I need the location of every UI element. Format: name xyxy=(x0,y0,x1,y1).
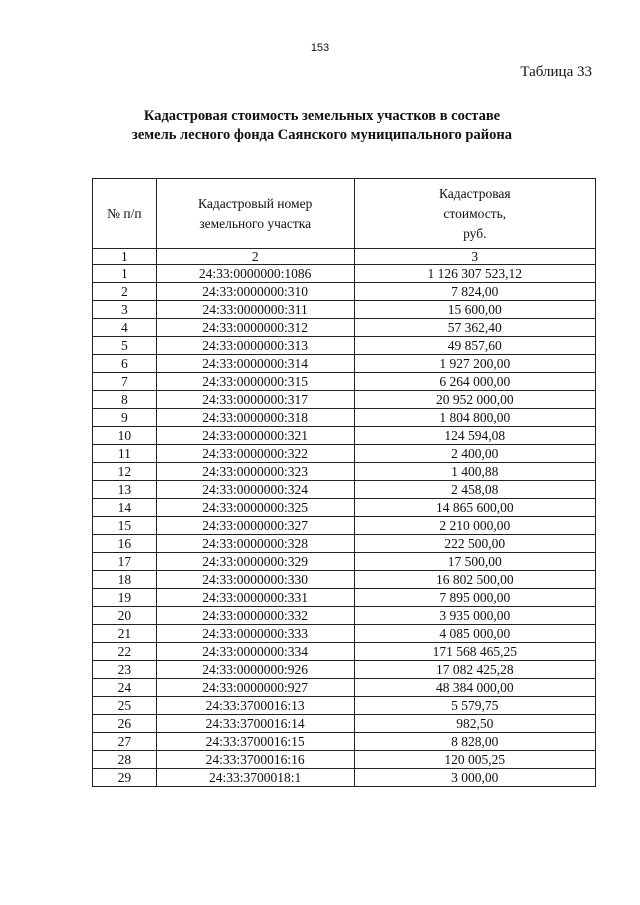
row-number: 26 xyxy=(93,715,157,733)
cadastral-number: 24:33:0000000:325 xyxy=(156,499,354,517)
column-number-row xyxy=(93,249,596,265)
table-row xyxy=(93,535,596,553)
cadastral-value: 982,50 xyxy=(354,715,595,733)
cadastral-value: 16 802 500,00 xyxy=(354,571,595,589)
table-row xyxy=(93,337,596,355)
row-number: 27 xyxy=(93,733,157,751)
table-row xyxy=(93,355,596,373)
row-number: 7 xyxy=(93,373,157,391)
row-number: 3 xyxy=(93,301,157,319)
table-row xyxy=(93,499,596,517)
row-number: 28 xyxy=(93,751,157,769)
cadastral-value: 15 600,00 xyxy=(354,301,595,319)
table-row xyxy=(93,427,596,445)
cadastral-number: 24:33:0000000:1086 xyxy=(156,265,354,283)
cadastral-number: 24:33:0000000:317 xyxy=(156,391,354,409)
cadastral-value: 2 210 000,00 xyxy=(354,517,595,535)
table-row xyxy=(93,679,596,697)
table-row xyxy=(93,571,596,589)
header-cadastral-value-line-3: руб. xyxy=(463,225,487,241)
table-label: Таблица 33 xyxy=(520,64,592,80)
cadastral-number: 24:33:0000000:327 xyxy=(156,517,354,535)
cadastral-value: 1 927 200,00 xyxy=(354,355,595,373)
cadastral-number: 24:33:0000000:926 xyxy=(156,661,354,679)
cadastral-value: 6 264 000,00 xyxy=(354,373,595,391)
cadastral-number: 24:33:0000000:324 xyxy=(156,481,354,499)
cadastral-table xyxy=(92,178,596,787)
cadastral-value: 4 085 000,00 xyxy=(354,625,595,643)
cadastral-value: 2 458,08 xyxy=(354,481,595,499)
row-number: 17 xyxy=(93,553,157,571)
row-number: 9 xyxy=(93,409,157,427)
cadastral-number: 24:33:0000000:927 xyxy=(156,679,354,697)
table-row xyxy=(93,661,596,679)
header-cadastral-number xyxy=(156,179,354,249)
table-row xyxy=(93,715,596,733)
header-cadastral-number-line-1: Кадастровый номер xyxy=(198,195,313,211)
cadastral-value: 17 082 425,28 xyxy=(354,661,595,679)
column-number: 3 xyxy=(354,249,595,265)
cadastral-value: 1 126 307 523,12 xyxy=(354,265,595,283)
row-number: 24 xyxy=(93,679,157,697)
table-row xyxy=(93,301,596,319)
cadastral-number: 24:33:3700016:13 xyxy=(156,697,354,715)
cadastral-number: 24:33:0000000:332 xyxy=(156,607,354,625)
header-cadastral-number-line-2: земельного участка xyxy=(199,215,312,231)
cadastral-value: 1 400,88 xyxy=(354,463,595,481)
cadastral-number: 24:33:3700016:16 xyxy=(156,751,354,769)
page-number: 153 xyxy=(310,42,330,54)
cadastral-value: 8 828,00 xyxy=(354,733,595,751)
cadastral-value: 7 824,00 xyxy=(354,283,595,301)
cadastral-value: 120 005,25 xyxy=(354,751,595,769)
cadastral-value: 20 952 000,00 xyxy=(354,391,595,409)
row-number: 12 xyxy=(93,463,157,481)
row-number: 11 xyxy=(93,445,157,463)
table-row xyxy=(93,265,596,283)
row-number: 2 xyxy=(93,283,157,301)
cadastral-number: 24:33:3700016:14 xyxy=(156,715,354,733)
header-cadastral-value-line-2: стоимость, xyxy=(443,205,507,221)
cadastral-number: 24:33:0000000:329 xyxy=(156,553,354,571)
row-number: 22 xyxy=(93,643,157,661)
cadastral-value: 2 400,00 xyxy=(354,445,595,463)
cadastral-value: 171 568 465,25 xyxy=(354,643,595,661)
column-number: 2 xyxy=(156,249,354,265)
table-row xyxy=(93,463,596,481)
title-line-1: Кадастровая стоимость земельных участков в составе xyxy=(143,108,501,124)
cadastral-value: 3 000,00 xyxy=(354,769,595,787)
table-row xyxy=(93,319,596,337)
row-number: 18 xyxy=(93,571,157,589)
table-row xyxy=(93,283,596,301)
table-row xyxy=(93,391,596,409)
cadastral-value: 48 384 000,00 xyxy=(354,679,595,697)
table-row xyxy=(93,625,596,643)
table-row xyxy=(93,751,596,769)
table-row xyxy=(93,733,596,751)
cadastral-value: 5 579,75 xyxy=(354,697,595,715)
cadastral-value: 14 865 600,00 xyxy=(354,499,595,517)
table-row xyxy=(93,481,596,499)
cadastral-number: 24:33:0000000:311 xyxy=(156,301,354,319)
table-row xyxy=(93,553,596,571)
cadastral-number: 24:33:0000000:328 xyxy=(156,535,354,553)
cadastral-number: 24:33:0000000:331 xyxy=(156,589,354,607)
cadastral-number: 24:33:0000000:315 xyxy=(156,373,354,391)
row-number: 23 xyxy=(93,661,157,679)
cadastral-number: 24:33:0000000:334 xyxy=(156,643,354,661)
column-number: 1 xyxy=(93,249,157,265)
cadastral-number: 24:33:0000000:310 xyxy=(156,283,354,301)
cadastral-number: 24:33:0000000:333 xyxy=(156,625,354,643)
cadastral-number: 24:33:0000000:314 xyxy=(156,355,354,373)
cadastral-number: 24:33:0000000:318 xyxy=(156,409,354,427)
header-cadastral-value-line-1: Кадастровая xyxy=(438,185,511,201)
cadastral-number: 24:33:3700016:15 xyxy=(156,733,354,751)
table-row xyxy=(93,373,596,391)
cadastral-number: 24:33:3700018:1 xyxy=(156,769,354,787)
row-number: 5 xyxy=(93,337,157,355)
row-number: 19 xyxy=(93,589,157,607)
cadastral-value: 124 594,08 xyxy=(354,427,595,445)
row-number: 29 xyxy=(93,769,157,787)
cadastral-number: 24:33:0000000:321 xyxy=(156,427,354,445)
header-row xyxy=(93,179,596,249)
title-line-2: земель лесного фонда Саянского муниципального района xyxy=(132,127,512,143)
cadastral-number: 24:33:0000000:312 xyxy=(156,319,354,337)
row-number: 20 xyxy=(93,607,157,625)
row-number: 1 xyxy=(93,265,157,283)
row-number: 10 xyxy=(93,427,157,445)
cadastral-number: 24:33:0000000:330 xyxy=(156,571,354,589)
row-number: 16 xyxy=(93,535,157,553)
cadastral-value: 222 500,00 xyxy=(354,535,595,553)
cadastral-number: 24:33:0000000:322 xyxy=(156,445,354,463)
row-number: 15 xyxy=(93,517,157,535)
cadastral-value: 7 895 000,00 xyxy=(354,589,595,607)
row-number: 21 xyxy=(93,625,157,643)
table-row xyxy=(93,409,596,427)
table-row xyxy=(93,517,596,535)
table-row xyxy=(93,607,596,625)
cadastral-value: 49 857,60 xyxy=(354,337,595,355)
table-row xyxy=(93,643,596,661)
row-number: 6 xyxy=(93,355,157,373)
document-title xyxy=(60,107,584,145)
header-cadastral-value xyxy=(354,179,595,249)
cadastral-value: 1 804 800,00 xyxy=(354,409,595,427)
cadastral-value: 57 362,40 xyxy=(354,319,595,337)
table-row xyxy=(93,697,596,715)
table-row xyxy=(93,445,596,463)
cadastral-value: 3 935 000,00 xyxy=(354,607,595,625)
cadastral-value: 17 500,00 xyxy=(354,553,595,571)
row-number: 13 xyxy=(93,481,157,499)
row-number: 8 xyxy=(93,391,157,409)
table-body xyxy=(93,265,596,787)
row-number: 14 xyxy=(93,499,157,517)
cadastral-number: 24:33:0000000:313 xyxy=(156,337,354,355)
header-row-number: № п/п xyxy=(93,179,157,249)
row-number: 4 xyxy=(93,319,157,337)
cadastral-number: 24:33:0000000:323 xyxy=(156,463,354,481)
row-number: 25 xyxy=(93,697,157,715)
table-row xyxy=(93,769,596,787)
table-row xyxy=(93,589,596,607)
